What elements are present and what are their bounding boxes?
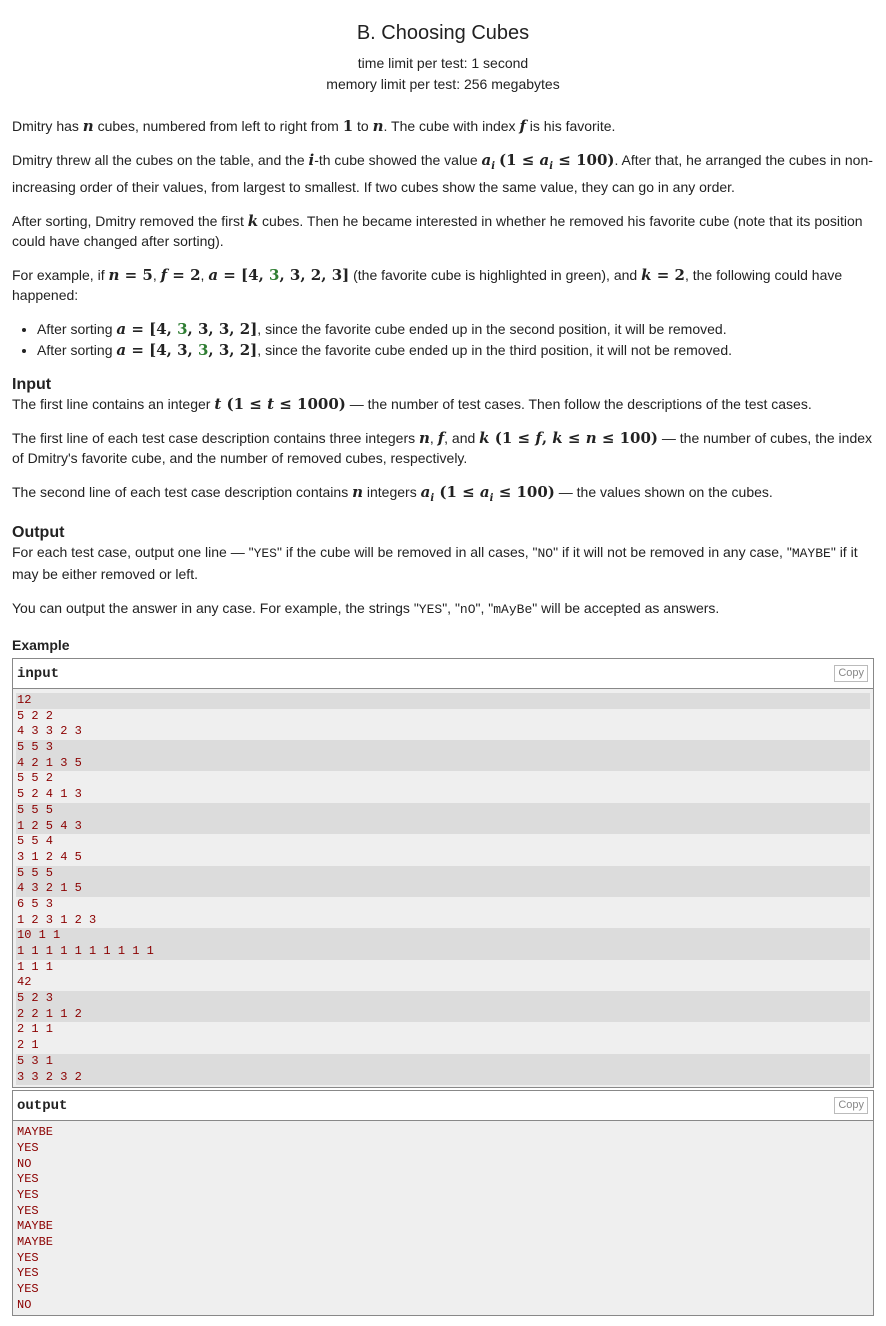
- output-heading: Output: [12, 524, 65, 541]
- input-line: 1 1 1 1 1 1 1 1 1 1: [16, 944, 870, 960]
- output-line: YES: [17, 1250, 39, 1265]
- output-specification: [12, 524, 874, 620]
- input-line: 3 1 2 4 5: [17, 849, 82, 864]
- input-heading: Input: [12, 376, 52, 393]
- legend-paragraph-1: Dmitry has n cubes, numbered from left to right from 1 to n. The cube with index f is his favorite.: [12, 117, 616, 135]
- input-specification: [12, 376, 874, 509]
- input-line: 42: [17, 975, 32, 990]
- output-line: MAYBE: [17, 1125, 54, 1140]
- sample-input-label: input: [17, 666, 60, 682]
- problem-title: B. Choosing Cubes: [356, 22, 530, 44]
- example-scenarios-list: [12, 319, 874, 361]
- output-paragraph-1: For each test case, output one line — "YES" if the cube will be removed in all cases, "NO" if it will not be removed in any case, "MAYBE" if it may be either removed or left.: [12, 544, 858, 582]
- input-line: 1 2 5 4 3: [16, 819, 870, 835]
- memory-limit: memory limit per test: 256 megabytes: [326, 76, 560, 92]
- input-line: 5 5 5: [16, 803, 870, 819]
- input-line: 4 3 3 2 3: [17, 724, 82, 739]
- input-line: 5 3 1: [16, 1054, 870, 1070]
- input-line: 10 1 1: [16, 928, 870, 944]
- sample-output-label: output: [17, 1098, 68, 1115]
- output-line: YES: [17, 1266, 39, 1281]
- example-heading: Example: [12, 637, 70, 653]
- output-line: MAYBE: [17, 1219, 54, 1234]
- input-line: 2 1: [17, 1038, 39, 1053]
- input-paragraph-1: The first line contains an integer t (1 ≤ t ≤ 1000) — the number of test cases. Then follow the descriptions of the test cases.: [12, 395, 812, 413]
- input-line: 5 5 2: [17, 771, 54, 786]
- input-line: 5 2 3: [16, 991, 870, 1007]
- output-line: NO: [17, 1156, 32, 1171]
- output-line: YES: [17, 1282, 39, 1297]
- copy-input-button[interactable]: Copy: [834, 665, 868, 682]
- input-line: 6 5 3: [17, 896, 54, 911]
- legend-paragraph-3: After sorting, Dmitry removed the first k cubes. Then he became interested in whether he removed his favorite cube (note that its position could have changed after sorting).: [12, 212, 863, 249]
- sample-output-header: [13, 1091, 873, 1121]
- input-line: 4 2 1 3 5: [16, 756, 870, 772]
- input-line: 5 2 4 1 3: [17, 787, 82, 802]
- sample-output-content[interactable]: [13, 1121, 873, 1315]
- input-line: 5 5 5: [16, 866, 870, 882]
- input-line: 1 1 1: [17, 959, 54, 974]
- input-line: 3 3 2 3 2: [16, 1070, 870, 1086]
- sample-input-box: [12, 658, 874, 1088]
- output-line: YES: [17, 1172, 39, 1187]
- input-line: 4 3 2 1 5: [16, 881, 870, 897]
- output-line: YES: [17, 1187, 39, 1202]
- input-line: 5 5 4: [17, 834, 54, 849]
- list-item: • After sorting a = [4, 3, 3, 3, 2], since the favorite cube ended up in the second position, it will be removed.: [37, 319, 874, 340]
- output-paragraph-2: You can output the answer in any case. For example, the strings "YES", "nO", "mAyBe" will be accepted as answers.: [12, 600, 720, 617]
- copy-output-button[interactable]: Copy: [834, 1097, 868, 1114]
- input-paragraph-3: The second line of each test case description contains n integers $a_i$ $(1 \le a_i \le 100)$ — the values shown on the cubes.: [12, 483, 773, 504]
- input-line: 2 1 1: [17, 1022, 54, 1037]
- output-line: NO: [17, 1297, 32, 1312]
- input-line: 1 2 3 1 2 3: [17, 912, 97, 927]
- output-line: YES: [17, 1203, 39, 1218]
- output-line: YES: [17, 1140, 39, 1155]
- input-line: 12: [16, 693, 870, 709]
- output-line: MAYBE: [17, 1235, 54, 1249]
- input-line: 5 2 2: [17, 708, 54, 723]
- time-limit: time limit per test: 1 second: [357, 55, 529, 71]
- legend-paragraph-4: For example, if n = 5, f = 2, a = [4, 3, 3, 2, 3] (the favorite cube is highlighted in green), and k = 2, the following could have happened:: [12, 266, 843, 303]
- sample-input-content[interactable]: [13, 689, 873, 1087]
- sample-input-header: [13, 659, 873, 689]
- input-paragraph-2: The first line of each test case description contains three integers n, f, and k (1 ≤ f, k ≤ n ≤ 100) — the number of cubes, the index of Dmitry's favorite cube, and the number of removed cubes, respectively.: [12, 429, 873, 466]
- problem-statement: [0, 21, 886, 1316]
- sample-output-box: [12, 1090, 874, 1316]
- input-line: 5 5 3: [16, 740, 870, 756]
- legend-paragraph-2: Dmitry threw all the cubes on the table, and the i-th cube showed the value $a_i$ $(1 \le a_i \le 100)$. After that, he arranged the cubes in non-increasing order of their values, from largest to smallest. If two cubes show the same value, they can go in any order.: [12, 151, 873, 195]
- input-line: 2 2 1 1 2: [16, 1007, 870, 1023]
- list-item: • After sorting a = [4, 3, 3, 3, 2], since the favorite cube ended up in the third position, it will not be removed.: [37, 340, 874, 361]
